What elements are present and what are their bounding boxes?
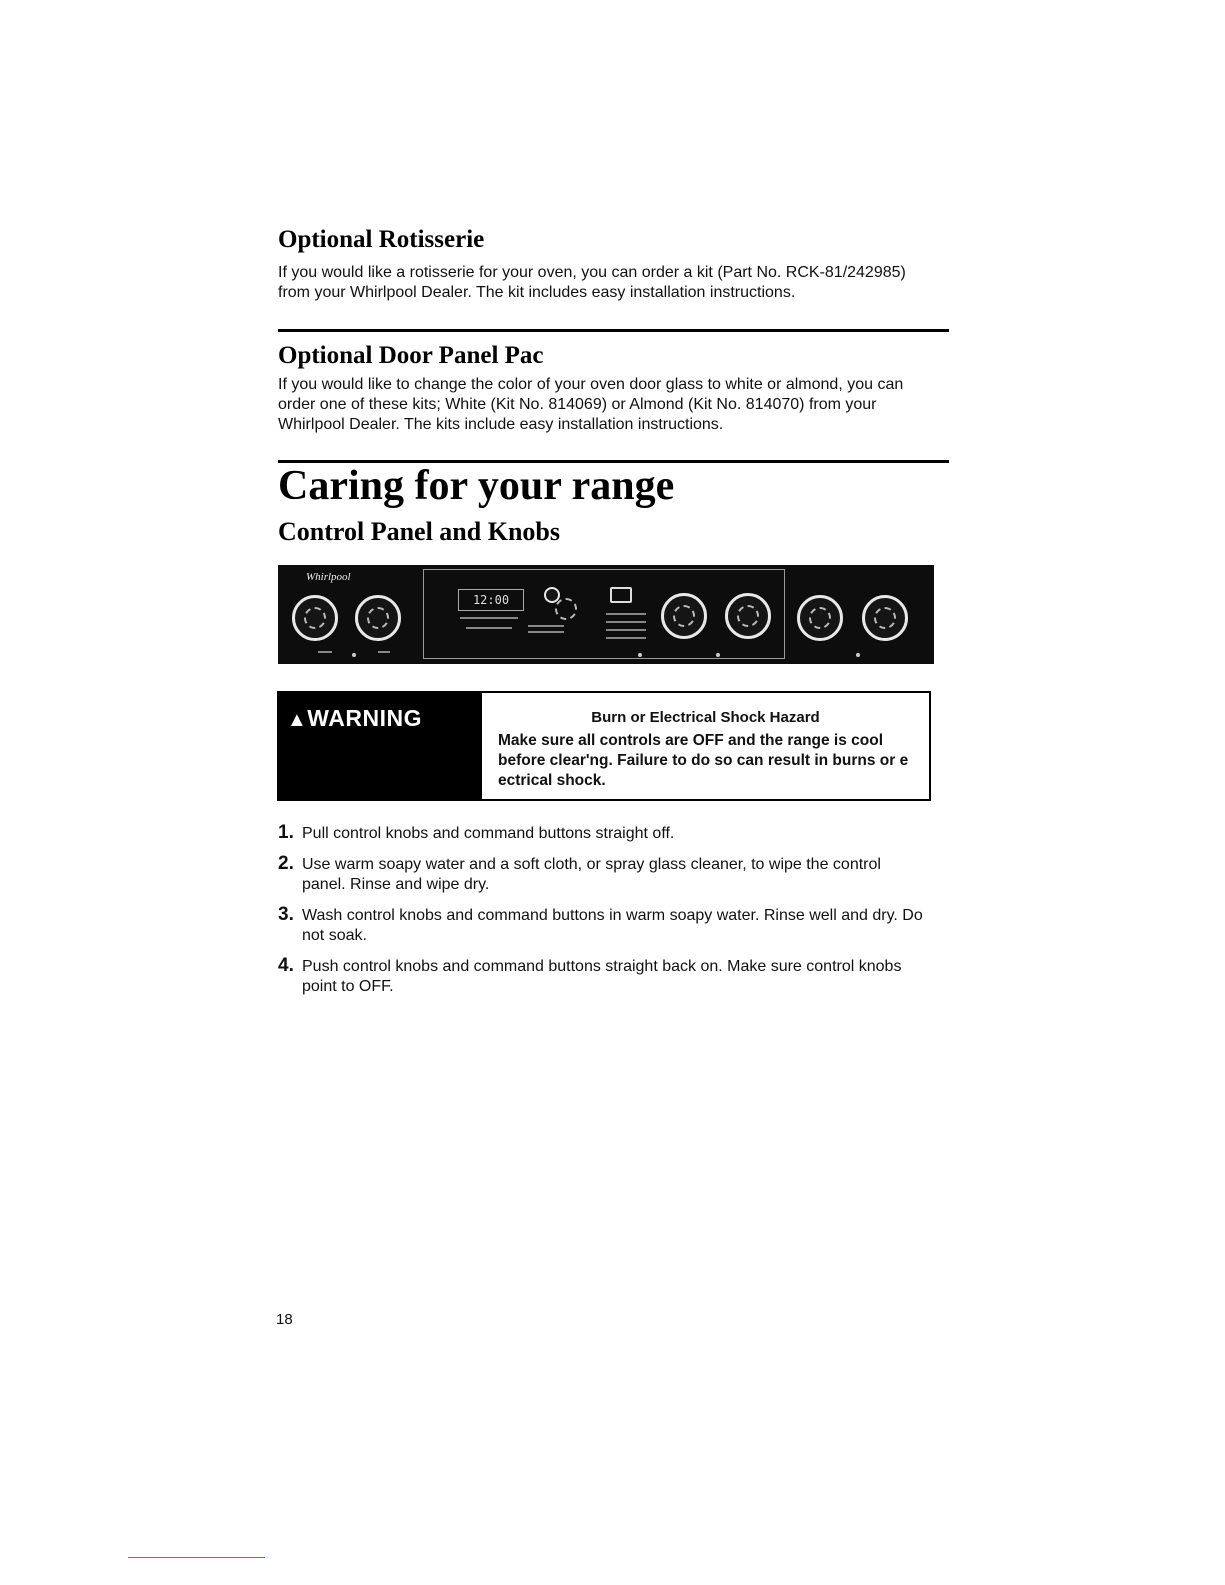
rotisserie-body: If you would like a rotisserie for your oven, you can order a kit (Part No. RCK-81/242985) from your Whirlpool Dealer. The kit includes easy installation instructions. bbox=[278, 264, 906, 301]
warning-text: Make sure all controls are OFF and the range is cool before clear'ng. Failure to do so can result in burns or e ectrical shock. bbox=[498, 732, 909, 789]
warning-message-box bbox=[482, 691, 931, 801]
step-number: 3. bbox=[278, 904, 294, 925]
indicator-dot bbox=[856, 653, 860, 657]
warning-label-block bbox=[277, 691, 482, 801]
oven-controls bbox=[606, 629, 646, 631]
section-subtitle: Control Panel and Knobs bbox=[278, 517, 560, 546]
step-number: 1. bbox=[278, 822, 294, 843]
step-text: Use warm soapy water and a soft cloth, or spray glass cleaner, to wipe the control panel. Rinse and wipe dry. bbox=[302, 856, 881, 893]
step-number: 2. bbox=[278, 853, 294, 874]
indicator-dot bbox=[716, 653, 720, 657]
step-text: Pull control knobs and command buttons straight off. bbox=[302, 825, 675, 842]
knob-icon bbox=[862, 595, 908, 641]
oven-controls bbox=[606, 621, 646, 623]
clock-buttons bbox=[466, 627, 512, 629]
brand-logo: Whirlpool bbox=[306, 571, 351, 583]
section-divider bbox=[278, 329, 949, 332]
oven-controls bbox=[606, 613, 646, 615]
knob-icon bbox=[725, 593, 771, 639]
list-item bbox=[278, 957, 928, 997]
indicator-dot bbox=[352, 653, 356, 657]
clock-display: 12:00 bbox=[458, 589, 524, 611]
knob-icon bbox=[292, 595, 338, 641]
knob-icon bbox=[355, 595, 401, 641]
timer-buttons bbox=[528, 625, 564, 627]
clock-buttons bbox=[460, 617, 518, 619]
warning-label: ▲WARNING bbox=[287, 705, 422, 731]
tick-mark bbox=[318, 651, 332, 653]
control-panel-illustration bbox=[278, 565, 934, 664]
tick-mark bbox=[378, 651, 390, 653]
indicator-dot bbox=[638, 653, 642, 657]
page-number: 18 bbox=[276, 1311, 293, 1328]
oven-controls bbox=[606, 637, 646, 639]
door-panel-heading: Optional Door Panel Pac bbox=[278, 342, 544, 369]
step-number: 4. bbox=[278, 955, 294, 976]
page-title: Caring for your range bbox=[278, 463, 675, 509]
warning-triangle-icon: ▲ bbox=[287, 709, 308, 731]
door-panel-body: If you would like to change the color of your oven door glass to white or almond, you can order one of these kits; White (Kit No. 814069) or Almond (Kit No. 814070) from your Whirlpool Dealer. The kits include easy installation instructions. bbox=[278, 376, 904, 433]
footer-rule bbox=[128, 1557, 265, 1558]
cleaning-steps bbox=[278, 824, 928, 1008]
warning-hazard-title: Burn or Electrical Shock Hazard bbox=[591, 709, 820, 726]
step-text: Wash control knobs and command buttons in warm soapy water. Rinse well and dry. Do not soak. bbox=[302, 907, 923, 944]
oven-light-icon bbox=[610, 587, 632, 603]
list-item bbox=[278, 824, 928, 844]
list-item bbox=[278, 855, 928, 895]
knob-icon bbox=[661, 593, 707, 639]
knob-icon bbox=[797, 595, 843, 641]
list-item bbox=[278, 906, 928, 946]
timer-buttons bbox=[528, 631, 564, 633]
rotisserie-heading: Optional Rotisserie bbox=[278, 226, 485, 253]
step-text: Push control knobs and command buttons straight back on. Make sure control knobs point to OFF. bbox=[302, 958, 902, 995]
timer-icon bbox=[544, 587, 560, 603]
